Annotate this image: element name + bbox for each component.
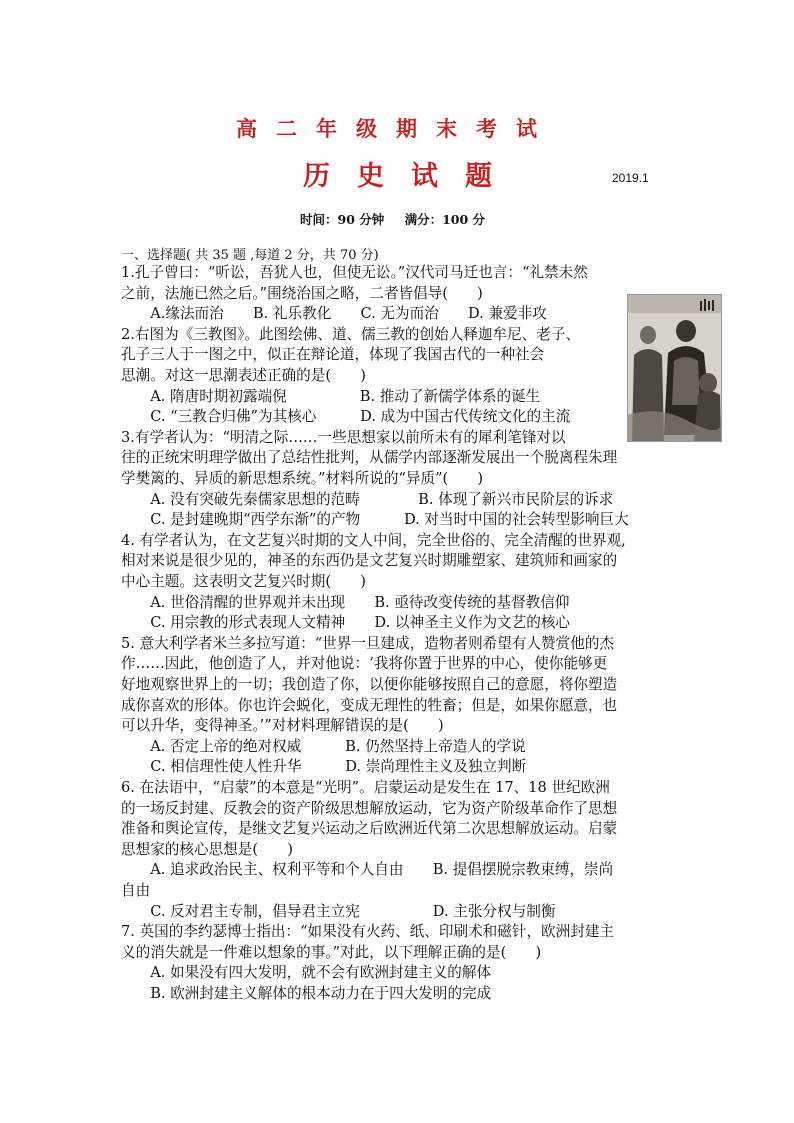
score-label: 满分：100 分 xyxy=(404,212,486,227)
question-text-line: C. “三教合归佛”为其核心 D. 成为中国古代传统文化的主流 xyxy=(121,408,571,426)
question-text-line: A. 追求政治民主、权利平等和个人自由 B. 提倡摆脱宗教束缚，崇尚 xyxy=(121,861,614,879)
question-text-line: 成你喜欢的形体。你也许会蜕化，变成无理性的牲畜；但是，如果你愿意，也 xyxy=(121,696,618,714)
question-text-line: 孔子三人于一图之中，似正在辩论道，体现了我国古代的一种社会 xyxy=(121,346,545,364)
section-heading: 一、选择题( 共 35 题 ,每道 2 分，共 70 分) xyxy=(121,248,379,263)
time-label: 时间：90 分钟 xyxy=(300,212,385,227)
question-text-line: 5. 意大利学者米兰多拉写道：“世界一旦建成，造物者则希望有人赞赏他的杰 xyxy=(121,634,615,652)
question-text-line: A. 否定上帝的绝对权威 B. 仍然坚持上帝造人的学说 xyxy=(121,737,526,755)
question-text-line: 学樊篱的、异质的新思想系统。”材料所说的“异质”( ) xyxy=(121,470,484,487)
question-text-line: A. 没有突破先秦儒家思想的范畴 B. 体现了新兴市民阶层的诉求 xyxy=(121,490,614,508)
question-text-line: B. 欧洲封建主义解体的根本动力在于四大发明的完成 xyxy=(121,985,492,1002)
question-text-line: 的一场反封建、反教会的资产阶级思想解放运动，它为资产阶级革命作了思想 xyxy=(121,799,618,817)
question-text-line: 7. 英国的李约瑟博士指出：“如果没有火药、纸、印刷术和磁针，欧洲封建主 xyxy=(121,923,615,941)
question-text-line: A. 世俗清醒的世界观并未出现 B. 亟待改变传统的基督教信仰 xyxy=(121,593,570,611)
question-text-line: 可以升华，变得神圣。’”对材料理解错误的是( ) xyxy=(121,717,444,735)
question-text-line: 义的消失就是一件难以想象的事。”对此，以下理解正确的是( ) xyxy=(121,943,542,961)
question-text-line: 准备和舆论宣传，是继文艺复兴运动之后欧洲近代第二次思想解放运动。启蒙 xyxy=(121,820,618,838)
question-text-line: A.缘法而治 B. 礼乐教化 C. 无为而治 D. 兼爱非攻 xyxy=(121,305,547,323)
three-teachings-painting xyxy=(627,294,722,442)
question-text-line: 相对来说是很少见的，神圣的东西仍是文艺复兴时期雕塑家、建筑师和画家的 xyxy=(121,552,618,570)
question-text-line: 之前，法施已然之后。”围绕治国之略，二者皆倡导( ) xyxy=(121,284,483,302)
question-text-line: 思潮。对这一思潮表述正确的是( ) xyxy=(121,367,366,384)
question-text-line: A. 隋唐时期初露端倪 B. 推动了新儒学体系的诞生 xyxy=(121,387,541,405)
question-text-line: C. 相信理性使人性升华 D. 崇尚理性主义及独立判断 xyxy=(121,758,527,776)
exam-title: 高二年级期末考试 xyxy=(236,117,556,141)
question-text-line: 作……因此，他创造了人，并对他说：‘我将你置于世界的中心，使你能够更 xyxy=(121,655,608,673)
question-text-line: 4. 有学者认为，在文艺复兴时期的文人中间，完全世俗的、完全清醒的世界观, xyxy=(121,531,626,549)
question-text-line: 2.右图为《三教图》。此图绘佛、道、儒三教的创始人释迦牟尼、老子、 xyxy=(121,325,581,343)
question-text-line: 自由 xyxy=(121,882,151,899)
subject-title: 历史试题 xyxy=(303,161,519,192)
question-text-line: 思想家的核心思想是( ) xyxy=(121,840,293,858)
question-text-line: 中心主题。这表明文艺复兴时期( ) xyxy=(121,573,366,590)
exam-info xyxy=(300,210,485,228)
question-text-line: 3.有学者认为：“明清之际……一些思想家以前所未有的犀利笔锋对以 xyxy=(121,428,566,446)
question-text-line: 1.孔子曾曰：“听讼，吾犹人也，但使无讼。”汉代司马迁也言：“礼禁未然 xyxy=(121,264,588,281)
question-text-line: A. 如果没有四大发明，就不会有欧洲封建主义的解体 xyxy=(121,964,492,982)
exam-date: 2019.1 xyxy=(612,171,649,185)
question-text-line: C. 用宗教的形式表现人文精神 D. 以神圣主义作为文艺的核心 xyxy=(121,614,571,632)
question-text-line: 6. 在法语中，“启蒙”的本意是“光明”。启蒙运动是发生在 17、18 世纪欧洲 xyxy=(121,779,610,796)
question-text-line: C. 反对君主专制，倡导君主立宪 D. 主张分权与制衡 xyxy=(121,902,556,920)
question-text-line: 好地观察世界上的一切；我创造了你，以便你能够按照自己的意愿，将你塑造 xyxy=(121,676,618,693)
question-text-line: 往的正统宋明理学做出了总结性批判，从儒学内部逐渐发展出一个脱离程朱理 xyxy=(121,449,618,467)
question-text-line: C. 是封建晚期“西学东渐”的产物 D. 对当时中国的社会转型影响巨大 xyxy=(121,511,629,529)
